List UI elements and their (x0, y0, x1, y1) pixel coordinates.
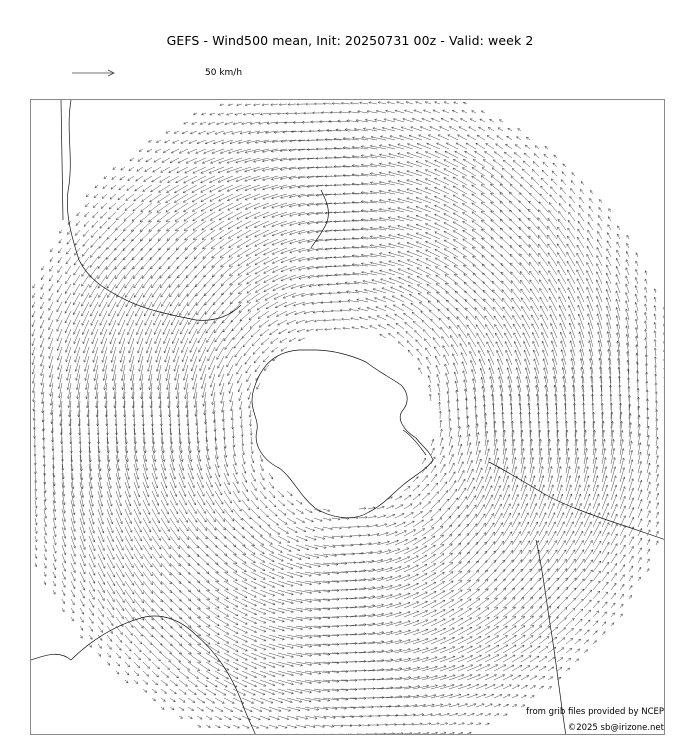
africa-coast-2 (31, 654, 71, 660)
antarctica-coast (252, 350, 433, 518)
australia-coast (67, 100, 241, 320)
copyright-credit: ©2025 sb@irizone.net (567, 723, 664, 733)
wind-vectors (32, 101, 665, 735)
data-source-credit: from grib files provided by NCEP (526, 707, 664, 717)
wind-vector-arrows (32, 101, 665, 735)
legend-scale-label: 50 km/h (205, 68, 243, 78)
chart-title: GEFS - Wind500 mean, Init: 20250731 00z - Valid: week 2 (166, 33, 534, 48)
australia-border (61, 100, 63, 220)
coastlines (31, 100, 665, 735)
legend-arrow-icon (70, 66, 120, 80)
wind-map (30, 99, 665, 735)
antarctic-peninsula (403, 430, 426, 455)
